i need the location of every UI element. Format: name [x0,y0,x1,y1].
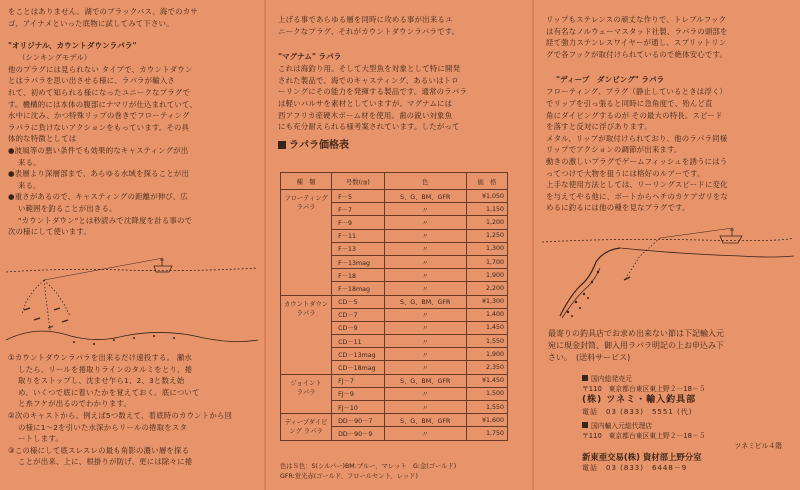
price-table [280,172,508,441]
price-cell: ¥1,050 [466,190,507,203]
price-cell: 1,750 [466,427,507,440]
table-row [281,414,508,427]
feature-item: 来る。 [18,180,41,190]
body-line: ラパラに負けないアクションをもっています。その具 [8,122,190,132]
step-3 [8,445,260,468]
panel-left [0,0,262,490]
price-cell: 1,550 [466,335,507,348]
countdown-body [8,64,260,145]
intro-line: 経て強力ステンレスワイヤーが通し、スプリットリン [546,38,727,48]
color-cell: 〃 [384,282,466,295]
price-cell: ¥1,300 [466,295,507,308]
price-cell: 1,900 [466,348,507,361]
product-type-label: ラパラ [296,204,316,211]
model-cell: FJ－9 [332,387,385,400]
step-line: と糸フケが出るのでわかります。 [18,399,132,409]
table-row [281,190,508,203]
table-row [281,374,508,387]
intro-line: ゴ、アイナメといった底物に試してみて下さい。 [8,18,174,28]
order-request: 最寄りの釣具店でお求め出来ない節は下記輸入元 [548,329,724,338]
step-1 [8,352,260,410]
model-cell: F－11 [332,229,385,242]
price-cell: 2,350 [466,361,507,374]
product-type-label: ジョイント [290,379,322,387]
column-header: 価 格 [466,173,507,190]
product-type-label: カウントダウン [284,300,329,308]
step-line: ③この様にして底スレスレの最も角影の濃い層を探る [8,445,190,455]
color-cell: 〃 [384,255,466,268]
color-cell: 〃 [384,361,466,374]
price-table-body [281,190,508,441]
step-line: したら、リールを捲取りラインのタルミをとり、捲 [18,364,193,374]
intro-line: ニークなプラグ、それがカウントダウンラパラです。 [278,26,460,36]
body-line: これは海釣り用。そして大型魚を対象として特に開発 [278,64,461,74]
model-cell: F－13 [332,242,385,255]
countdown-usage: 次の様にして使います。 [8,227,91,237]
price-cell: 1,200 [466,216,507,229]
column-header: 号数(㎝) [332,173,385,190]
model-cell: F－13mag [332,255,385,268]
body-line: す。機構的には本体の腹部にナマリが仕込まれていて、 [8,99,198,109]
product-type-cell [281,190,332,296]
product-type-cell [281,374,332,414]
distributor-1-label-text: 国内総発売元 [591,375,632,383]
model-cell: F－5 [332,190,385,203]
column-header: 色 [384,173,466,190]
price-cell: 2,200 [466,282,507,295]
body-line: は軽いバルサを素材としていますが、マグナムには [278,98,453,108]
price-cell: 1,700 [466,255,507,268]
color-cell: 〃 [384,387,466,400]
distributor-2-label [582,421,796,431]
color-cell: 〃 [384,216,466,229]
color-cell: S、G、BM、GFR [384,374,466,387]
table-row [281,295,508,308]
color-cell: 〃 [384,335,466,348]
price-cell: 1,450 [466,321,507,334]
model-cell: CD－13mag [332,348,385,361]
model-cell: CD－7 [332,308,385,321]
price-cell: 1,900 [466,269,507,282]
color-cell: 〃 [384,427,466,440]
color-cell: S、G、BM、GFR [384,414,466,427]
distributor-2-name: 新東亜交易(株) 資材部上野分室 [582,452,702,462]
model-cell: F－18 [332,269,385,282]
feature-list [8,145,260,215]
body-line: を与えてやる他に、ボートからヘチのカケアガリをな [546,191,729,201]
panel-middle [268,0,530,490]
model-cell: FJ－10 [332,401,385,414]
price-cell: 1,550 [466,401,507,414]
price-cell: ¥1,600 [466,414,507,427]
feature-item: ●波風等の悪い条件でも効果的なキャスティングが出 [8,145,189,155]
feature-item: い範囲を釣ることが出きる。 [18,203,117,213]
body-line: 水中に沈み、かつ特殊リップの巻きでフローティング [8,111,190,121]
distributor-block [582,374,796,474]
magnum-title: "マグナム" ラパラ [278,52,342,62]
color-cell: S、G、BM、GFR [384,190,466,203]
model-cell: DD－90－7 [332,414,385,427]
column-header: 種 類 [281,173,332,190]
body-line: メタル、リップが取付けられており、他のラパラ同様 [546,133,728,143]
body-line: にも充分耐えられる様考案されています。したがって [278,122,460,132]
model-cell: F－7 [332,203,385,216]
product-type-label: ラパラ [296,309,316,317]
price-cell: 1,250 [466,229,507,242]
distributor-2-address: 〒110 東京都台東区東上野２－18－５ [582,432,706,440]
model-cell: CD－9 [332,321,385,334]
price-cell: 1,400 [466,308,507,321]
fold-line-1 [264,0,266,490]
boat-casting-illustration [4,250,260,348]
color-note: GFR:蛍光赤(ゴールド、フロールセント、レッド) [280,473,418,480]
deep-diving-body [546,86,796,214]
distributor-1-phone: 電話 03 (833) 5551 (代) [582,408,693,416]
feature-item: ●表層より深層部まで、あらゆる水域を探ることが出 [8,169,190,179]
product-type-label: ディープダイビ [284,419,328,427]
step-line: ートします。 [18,434,63,444]
body-line: れて、初めて知られる様になったユニークなプラグで [8,87,191,97]
distributor-1-address: 〒110 東京都台東区東上野２－18－５ [582,385,706,393]
color-cell: S、G、BM、GFR [384,295,466,308]
product-type-label: ラパラ [296,388,316,396]
step-line: の様に1～2を引いた水深からリールの捲取をスタ [18,422,188,432]
color-cell: 〃 [384,203,466,216]
distributor-2-phone: 電話 03 (833) 6448－9 [582,464,688,472]
body-line: 西アフリカ産硬木ボーム材を使用。歯の鋭い対象魚 [278,110,453,120]
color-cell: 〃 [384,321,466,334]
color-cell: 〃 [384,242,466,255]
intro-line: グで各フックが取付けられているので絶体安心です。 [546,49,728,59]
square-bullet-icon [582,422,588,428]
price-cell: 1,500 [466,387,507,400]
countdown-subtitle: （シンキングモデル） [18,53,92,63]
body-line: された製品で、海でのキャスティング、あるいはトロ [278,75,459,85]
model-cell: CD－5 [332,295,385,308]
countdown-usage: "カウントダウン"とは秒読みで沈降度を計る事ので [18,215,193,225]
order-request: さい。 (送料サービス) [548,353,631,362]
body-line: めるに釣るには他の種を見なブラグです。 [546,203,690,213]
body-line: 上手な使用方法としては、リーリングスピードに変化 [546,180,728,190]
model-cell: FJ－7 [332,374,385,387]
fold-line-2 [532,0,534,490]
color-cell: 〃 [384,308,466,321]
color-cell: 〃 [384,229,466,242]
square-bullet-icon [582,375,588,381]
step-line: ②次のキャストから、例えば5つ数えて、着底時のカウントから回 [8,410,233,420]
intro-line: をことはありません。湖でのブラックバス、海でのカサ [8,7,198,16]
body-line: 他のプラグには見られない タイプで、カウントダウン [8,64,193,74]
body-line: 体的な特徴としては [8,134,77,144]
magnum-body [278,63,526,133]
product-type-cell [281,414,332,440]
step-line: 取りをストップし、沈ませ乍ら1、2、3と数え始 [18,376,185,386]
distributor-2-building: ツネミビル４階 [734,442,782,450]
feature-item: 来る。 [18,157,41,167]
body-line: ーリングにその能力を発揮する製品です。通常のラパラ [278,87,468,97]
feature-item: ●重さがあるので、キャスティングの距離が伸び、広 [8,192,188,202]
intro-line: は有名なノルウェーマスタッド社製、ラパラの頭部を [546,26,728,36]
countdown-title: "オリジナル、カウントダウンラパラ" [8,41,137,51]
body-line: リップでアクションの調節が出来ます。 [546,145,682,155]
intro-line: 上げる事であらゆる層を同時に攻める事が出来るユ [278,15,453,24]
body-line: でリップを引っ張ると同時に急角度で、殆んど直 [546,98,713,108]
step-line: ことが出来、上に、根掛りが防げ、更には除々に捲 [18,457,193,467]
product-type-label: ング ラパラ [289,428,323,436]
table-header-row [281,173,508,190]
product-type-label: フローティング [284,195,328,202]
price-cell: ¥1,450 [466,374,507,387]
body-line: とはラパラを思い出させる様に、ラパラが輸入さ [8,76,175,86]
model-cell: F－18mag [332,282,385,295]
body-line: フローティング、プラグ（静止しているときは浮く） [546,87,728,97]
price-table-title [278,139,526,153]
step-2 [8,410,260,445]
step-line: ①カウントダウンラパラを出来るだけ遠投する。 瀬水 [8,353,192,362]
body-line: ってつけで大物を狙うには格好のルアーです。 [546,168,705,178]
square-bullet-icon [278,141,286,149]
model-cell: F－9 [332,216,385,229]
deep-diving-title: "ディープ ダンビング" ラパラ [556,75,665,85]
order-request: 宛に現金封筒、御入用ラパラ明記の上お申込み下 [548,341,724,350]
price-cell: 1,150 [466,203,507,216]
distributor-2-label-text: 国内輸入元総代理店 [591,422,653,430]
boat-trolling-illustration [540,226,796,322]
step-line: め、いくつで底に着いたかを覚えておく。底について [18,387,200,397]
intro-line: リップもステレンスの頑丈な作りで、トレブルフック [546,15,727,24]
body-line: 動きの激しいプラグでゲームフィッシュを誘うにはう [546,156,728,166]
color-cell: 〃 [384,348,466,361]
color-note: 色はＳ色：S(シルバー)BM:ブルー、マレット G:金(ゴールド) [280,463,457,470]
price-cell: 1,300 [466,242,507,255]
model-cell: DD－90－9 [332,427,385,440]
body-line: を落すと反対に浮びあります。 [546,122,652,132]
model-cell: CD－18mag [332,361,385,374]
color-cell: 〃 [384,401,466,414]
body-line: 角にダイビングするのが その最大の特長。スピード [546,110,723,120]
color-cell: 〃 [384,269,466,282]
distributor-1-name: (株) ツネミ・輸入釣具部 [582,395,697,405]
panel-right [536,0,800,490]
model-cell: CD－11 [332,335,385,348]
product-type-cell [281,295,332,374]
distributor-1-label [582,374,796,384]
price-table-title-text: ラパラ価格表 [289,139,349,151]
